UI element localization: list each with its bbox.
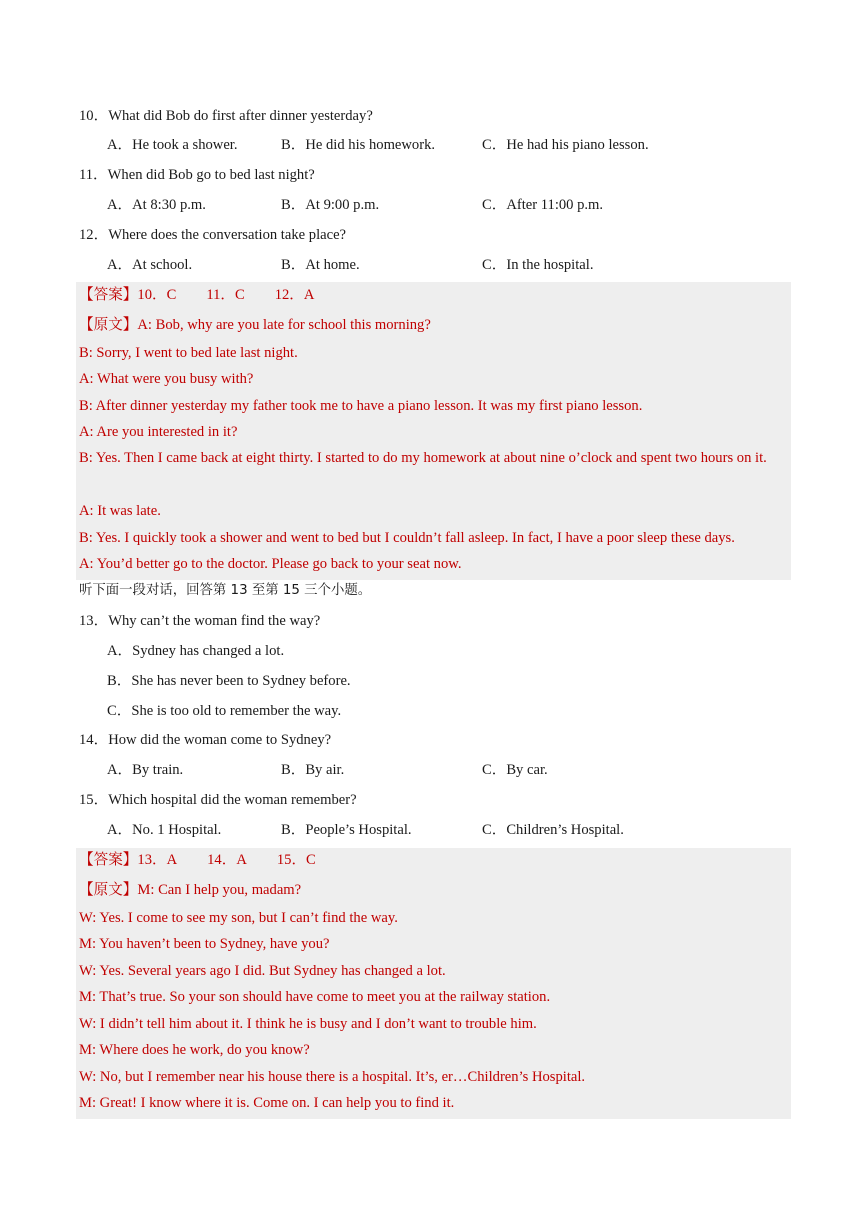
section-instruction: 听下面一段对话，回答第 13 至第 15 三个小题。	[79, 583, 372, 598]
question-13-option-c: C．She is too old to remember the way.	[107, 703, 342, 719]
option-b: B．People’s Hospital.	[281, 822, 412, 838]
transcript-line: W: No, but I remember near his house there is a hospital. It’s, er…Children’s Hospital.	[79, 1069, 586, 1085]
transcript-line	[79, 881, 301, 899]
question-11-stem: 11．When did Bob go to bed last night?	[79, 167, 315, 183]
question-10-stem: 10．What did Bob do first after dinner yesterday?	[79, 108, 373, 124]
transcript-line: B: Sorry, I went to bed late last night.	[79, 345, 298, 361]
option-c: C．In the hospital.	[482, 257, 594, 273]
transcript-line: A: What were you busy with?	[79, 371, 254, 387]
answer-tag: 【答案】	[79, 852, 138, 868]
question-13-option-b: B．She has never been to Sydney before.	[107, 673, 351, 689]
transcript-line: B: Yes. Then I came back at eight thirty. I started to do my homework at about nine o’clock and spent two hours on it.	[79, 450, 767, 466]
answer-block-1	[76, 282, 791, 580]
option-a: A．At school.	[107, 257, 193, 273]
transcript-line: B: After dinner yesterday my father took me to have a piano lesson. It was my first piano lesson.	[79, 398, 643, 414]
answer-item: 15．C	[276, 852, 316, 868]
transcript-text: M: Can I help you, madam?	[137, 882, 302, 898]
transcript-line: M: You haven’t been to Sydney, have you?	[79, 936, 330, 952]
question-12-stem: 12．Where does the conversation take place?	[79, 227, 347, 243]
transcript-line: W: I didn’t tell him about it. I think he is busy and I don’t want to trouble him.	[79, 1016, 537, 1032]
option-a: A．At 8:30 p.m.	[107, 197, 206, 213]
option-b: B．At home.	[281, 257, 360, 273]
option-c: C．Children’s Hospital.	[482, 822, 624, 838]
transcript-tag: 【原文】	[79, 882, 138, 898]
option-a: A．By train.	[107, 762, 184, 778]
option-c: C．He had his piano lesson.	[482, 137, 649, 153]
transcript-line: M: Great! I know where it is. Come on. I can help you to find it.	[79, 1095, 455, 1111]
option-c: C．After 11:00 p.m.	[482, 197, 604, 213]
answer-line	[79, 286, 314, 304]
question-14-stem: 14．How did the woman come to Sydney?	[79, 732, 332, 748]
question-13-stem: 13．Why can’t the woman find the way?	[79, 613, 321, 629]
transcript-line: W: Yes. Several years ago I did. But Sydney has changed a lot.	[79, 963, 446, 979]
answer-item: 12．A	[274, 287, 315, 303]
option-c: C．By car.	[482, 762, 548, 778]
answer-tag: 【答案】	[79, 287, 138, 303]
transcript-line: M: Where does he work, do you know?	[79, 1042, 310, 1058]
transcript-line: B: Yes. I quickly took a shower and went to bed but I couldn’t fall asleep. In fact, I have a poor sleep these days.	[79, 530, 735, 546]
question-15-stem: 15．Which hospital did the woman remember?	[79, 792, 357, 808]
option-a: A．No. 1 Hospital.	[107, 822, 222, 838]
option-b: B．He did his homework.	[281, 137, 436, 153]
transcript-line	[79, 316, 431, 334]
option-a: A．He took a shower.	[107, 137, 238, 153]
answer-line	[79, 851, 316, 869]
option-b: B．At 9:00 p.m.	[281, 197, 380, 213]
transcript-line: W: Yes. I come to see my son, but I can’t find the way.	[79, 910, 398, 926]
transcript-line: M: That’s true. So your son should have come to meet you at the railway station.	[79, 989, 551, 1005]
transcript-line: A: Are you interested in it?	[79, 424, 238, 440]
transcript-line: A: You’d better go to the doctor. Please go back to your seat now.	[79, 556, 462, 572]
answer-block-2	[76, 848, 791, 1119]
question-13-option-a: A．Sydney has changed a lot.	[107, 643, 285, 659]
transcript-line: A: It was late.	[79, 503, 161, 519]
answer-item: 11．C	[206, 287, 245, 303]
answer-item: 13．A	[137, 852, 178, 868]
option-b: B．By air.	[281, 762, 345, 778]
answer-item: 14．A	[207, 852, 247, 868]
transcript-tag: 【原文】	[79, 317, 138, 333]
transcript-text: A: Bob, why are you late for school this morning?	[137, 317, 431, 333]
answer-item: 10．C	[137, 287, 177, 303]
